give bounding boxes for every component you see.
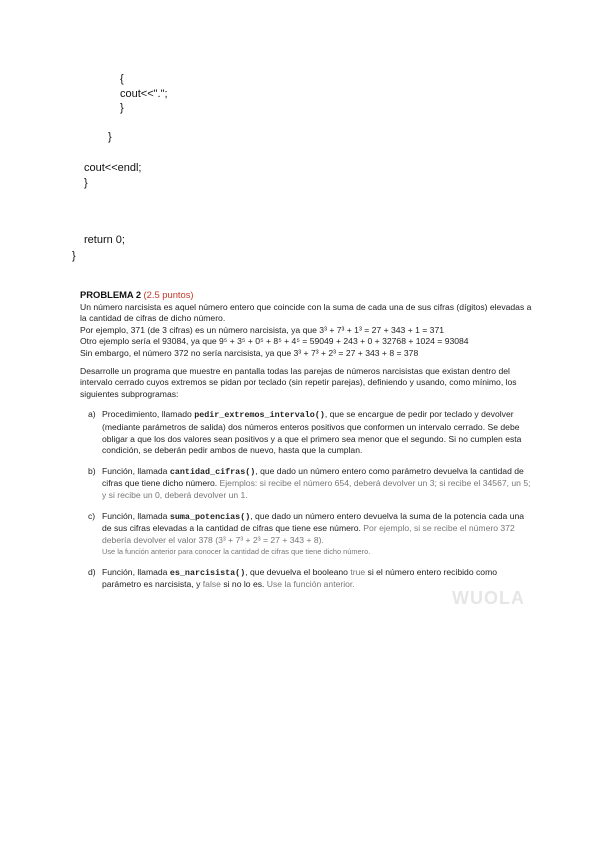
item-b-pre: Función, llamada [102, 465, 170, 476]
item-a-label: a) [88, 409, 96, 420]
code-cout-dot: cout<<"."; [120, 88, 168, 100]
problem-points: (2.5 puntos) [143, 289, 194, 300]
item-d-function: es_narcisista() [169, 567, 246, 578]
item-b-function: cantidad_cifras() [169, 466, 256, 477]
code-close-brace-main: } [72, 250, 76, 262]
item-d-mid: , que devuelva el booleano [245, 566, 351, 577]
problem-task: Desarrolle un programa que muestre en pantalla todas las parejas de números narcisistas que existan dentro del intervalo cerrado cuyos extremos se pidan por teclado (sin repetir parejas), definiendo y usando, como mínimo, los siguientes subprogramas: [80, 365, 517, 399]
item-d-hint: Use la función anterior. [264, 579, 355, 590]
code-close-brace-loop: } [108, 131, 112, 143]
item-a-post: , que se encargue de pedir por teclado y devolver (mediante parámetros de salida) dos números enteros positivos que conformen un intervalo cerrado. Se debe obligar a que los dos valores sean positivos y a que el primero sea menor que el segundo. Si no cumplen esta condición, se deberán pedir ambos de nuevo, hasta que la cumplan. [102, 409, 522, 456]
item-a-pre: Procedimiento, llamado [102, 409, 195, 420]
code-cout-endl: cout<<endl; [84, 162, 142, 174]
item-b-post: , que dado un número entero como parámetro devuelva la cantidad de cifras que tiene dicho número. [102, 465, 524, 489]
item-c-post: , que dado un número entero devuelva la suma de la potencia cada una de sus cifras elevadas a la cantidad de cifras que tiene ese número. [102, 510, 525, 534]
item-d-pre: Función, llamada [102, 566, 170, 577]
code-return: return 0; [84, 234, 125, 246]
subprogram-c [80, 511, 532, 558]
item-a-function: pedir_extremos_intervalo() [194, 410, 325, 421]
item-c-label: c) [88, 510, 96, 521]
item-c-example: Por ejemplo, si se recibe el número 372 debería devolver el valor 378 (3³ + 7³ + 2³ = 27 + 343 + 8). [102, 523, 515, 545]
item-d-post: si no lo es. [220, 579, 265, 590]
problem-2-section [80, 289, 532, 591]
problem-example-3: Sin embargo, el número 372 no sería narcisista, ya que 3³ + 7³ + 2³ = 27 + 343 + 8 = 378 [80, 347, 419, 358]
problem-title-text: PROBLEMA 2 [80, 289, 142, 300]
problem-intro: Un número narcisista es aquel número entero que coincide con la suma de cada una de sus cifras (dígitos) elevadas a la cantidad de cifras de dicho número. [80, 301, 532, 324]
item-c-function: suma_potencias() [169, 511, 251, 522]
item-d-mid2: si el número entero recibido como parámetro es narcisista, y [102, 566, 498, 590]
item-d-false: false [202, 579, 221, 590]
subprogram-a [80, 409, 532, 456]
item-d-label: d) [88, 566, 96, 577]
item-b-label: b) [88, 465, 96, 476]
code-close-brace: } [120, 102, 124, 114]
problem-example-1: Por ejemplo, 371 (de 3 cifras) es un número narcisista, ya que 3³ + 7³ + 1³ = 27 + 343 + 1 = 371 [80, 324, 445, 335]
code-close-brace-outer: } [84, 177, 88, 189]
item-b-examples: Ejemplos: si recibe el número 654, deberá devolver un 3; si recibe el 34567, un 5; y si recibe un 0, deberá devolver un 1. [102, 478, 531, 500]
problem-example-2: Otro ejemplo sería el 93084, ya que 9⁵ + 3⁵ + 0⁵ + 8⁵ + 4⁵ = 59049 + 243 + 0 + 32768 + 1024 = 93084 [80, 336, 469, 347]
item-d-true: true [350, 566, 366, 577]
problem-title [80, 289, 532, 302]
item-c-note: Use la función anterior para conocer la cantidad de cifras que tiene dicho número. [102, 547, 371, 557]
item-c-pre: Función, llamada [102, 510, 170, 521]
subprogram-b [80, 466, 532, 502]
code-open-brace: { [120, 73, 124, 85]
wuola-watermark: WUOLA [452, 588, 525, 608]
